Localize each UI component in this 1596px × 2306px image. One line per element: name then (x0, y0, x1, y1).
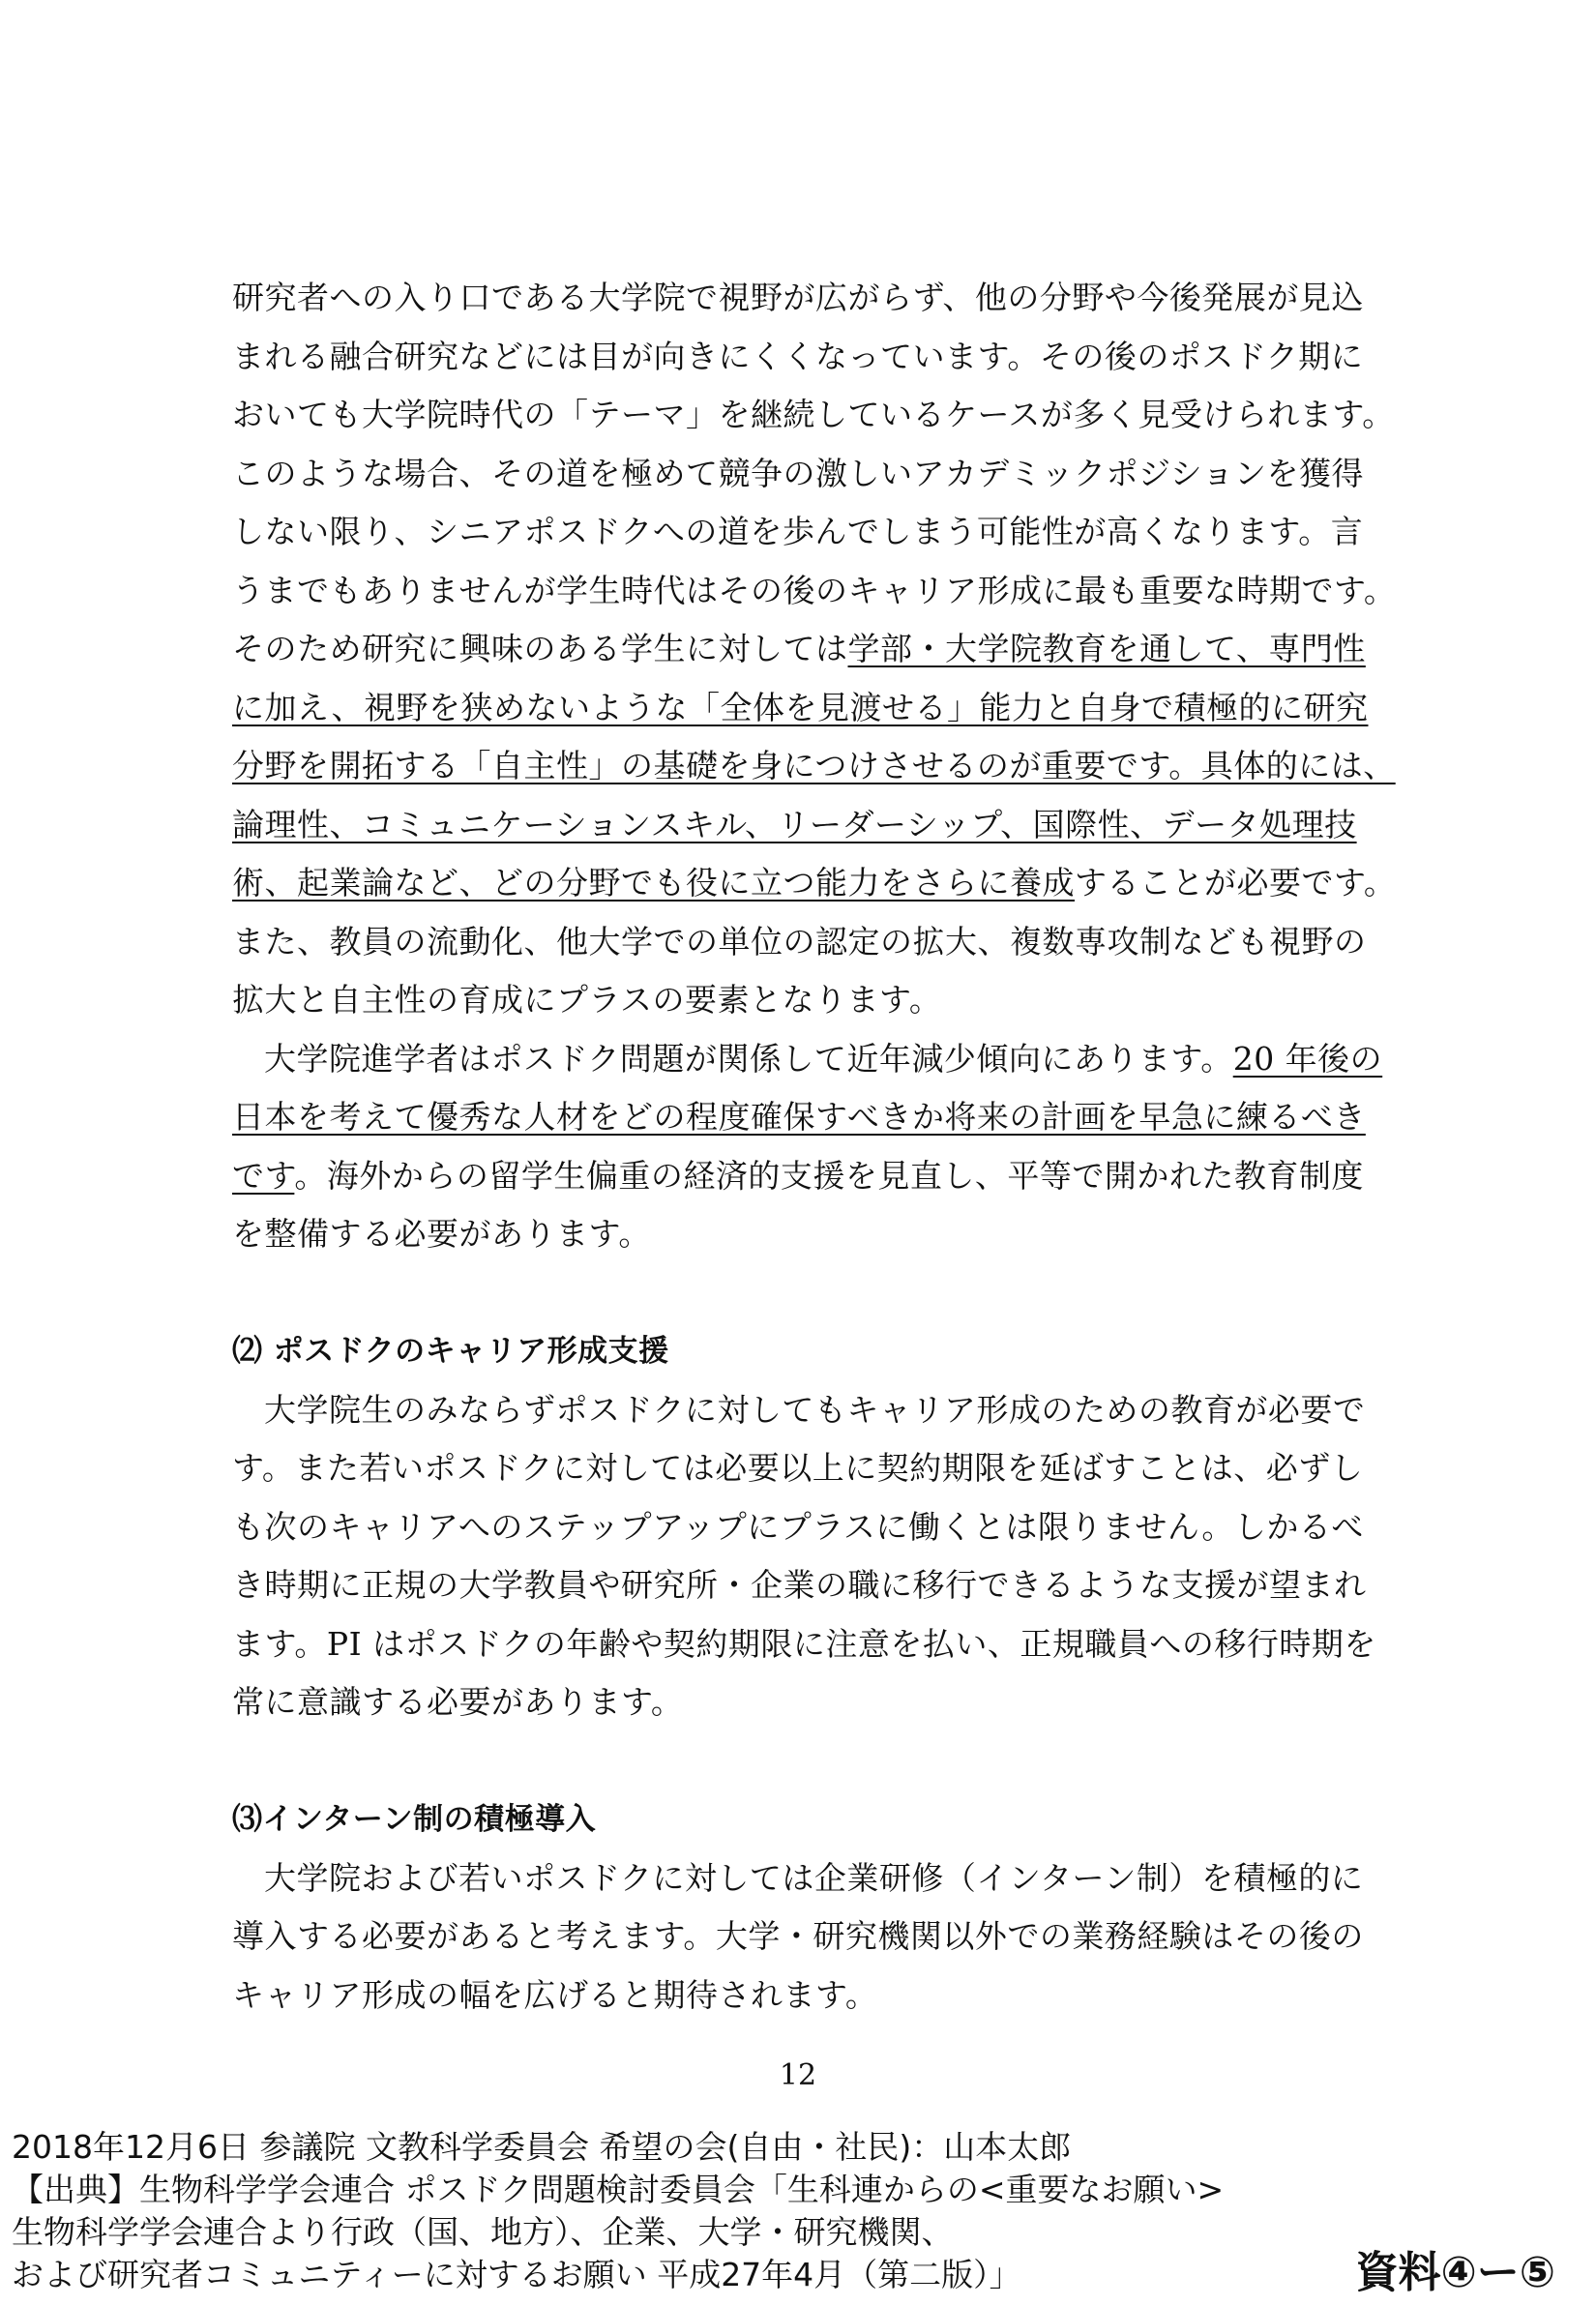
text-line: このような場合、その道を極めて競争の激しいアカデミックポジションを獲得 (232, 454, 1365, 492)
text-line: おいても大学院時代の「テーマ」を継続しているケースが多く見受けられます。 (232, 396, 1395, 433)
paragraph-1 (232, 269, 1397, 1030)
text-line: うまでもありませんが学生時代はその後のキャリア形成に最も重要な時期です。 (232, 571, 1397, 609)
source-line: 【出典】生物科学学会連合 ポスドク問題検討委員会「生科連からの<重要なお願い> (12, 2171, 1225, 2208)
text-line: す。また若いポスドクに対しては必要以上に契約期限を延ばすことは、必ずし (232, 1449, 1364, 1487)
underlined-text: です (232, 1156, 295, 1195)
text-line: 常に意識する必要があります。 (232, 1683, 684, 1721)
section-2 (232, 1322, 1374, 1732)
underlined-text: 論理性、コミュニケーションスキル、リーダーシップ、国際性、データ処理技 (232, 805, 1357, 843)
underlined-text: 20 年後の (1232, 1039, 1383, 1078)
text-line: 導入する必要があると考えます。大学・研究機関以外での業務経験はその後の (232, 1917, 1364, 1955)
source-citation (12, 2126, 1224, 2296)
section-3 (232, 1790, 1374, 2025)
source-line: 2018年12月6日 参議院 文教科学委員会 希望の会(自由・社民)：山本太郎 (12, 2128, 1072, 2166)
underlined-text: 分野を開拓する「自主性」の基礎を身につけさせるのが重要です。具体的には、 (232, 747, 1396, 784)
section-heading: ⑶インターン制の積極導入 (232, 1802, 597, 1837)
underlined-text: 術、起業論など、どの分野でも役に立つ能力をさらに養成 (232, 864, 1075, 902)
document-label: 資料④ー⑤ (1355, 2248, 1555, 2297)
paragraph-gap (232, 1264, 1374, 1323)
text-segment: 大学院進学者はポスドク問題が関係して近年減少傾向にあります。 (264, 1039, 1233, 1078)
text-line: また、教員の流動化、他大学での単位の認定の拡大、複数専攻制なども視野の (232, 922, 1367, 961)
page-number: 12 (779, 2058, 817, 2092)
text-line: ます。PI はポスドクの年齢や契約期限に注意を払い、正規職員への移行時期を (232, 1624, 1376, 1663)
text-line: 大学院および若いポスドクに対しては企業研修（インターン制）を積極的に (264, 1858, 1364, 1897)
text-line: き時期に正規の大学教員や研究所・企業の職に移行できるような支援が望まれ (232, 1566, 1367, 1604)
section-heading: ⑵ ポスドクのキャリア形成支援 (232, 1334, 669, 1369)
source-line: および研究者コミュニティーに対するお願い 平成27年4月（第二版）」 (12, 2256, 1021, 2293)
underlined-text: 学部・大学院教育を通して、専門性 (847, 630, 1366, 667)
body-text (232, 269, 1397, 2025)
text-line: まれる融合研究などには目が向きにくくなっています。その後のポスドク期に (232, 337, 1364, 375)
text-line: 研究者への入り口である大学院で視野が広がらず、他の分野や今後発展が見込 (232, 279, 1364, 316)
source-line: 生物科学学会連合より行政（国、地方）、企業、大学・研究機関、 (12, 2213, 954, 2251)
paragraph-2 (232, 1030, 1383, 1264)
text-line (232, 1088, 1374, 1147)
text-segment: そのため研究に興味のある学生に対しては (232, 630, 848, 667)
text-line (232, 1147, 1374, 1206)
text-line: も次のキャリアへのステップアップにプラスに働くとは限りません。しかるべ (232, 1507, 1364, 1546)
text-segment: することが必要です。 (1075, 864, 1397, 902)
text-line: を整備する必要があります。 (232, 1215, 651, 1253)
text-line (232, 1030, 1383, 1089)
paragraph-gap (232, 1732, 1374, 1791)
text-line (232, 796, 1374, 855)
underlined-text: に加え、視野を狭めないような「全体を見渡せる」能力と自身で積極的に研究 (232, 688, 1369, 726)
text-line: しない限り、シニアポスドクへの道を歩んでしまう可能性が高くなります。言 (232, 513, 1364, 550)
text-line (232, 737, 1396, 796)
text-line (232, 679, 1374, 738)
text-line: キャリア形成の幅を広げると期待されます。 (232, 1975, 878, 2014)
text-line (232, 854, 1397, 913)
text-segment: 。海外からの留学生偏重の経済的支援を見直し、平等で開かれた教育制度 (294, 1156, 1364, 1195)
text-line: 拡大と自主性の育成にプラスの要素となります。 (232, 981, 942, 1019)
underlined-text: 日本を考えて優秀な人材をどの程度確保すべきか将来の計画を早急に練るべき (232, 1098, 1366, 1136)
text-line: 大学院生のみならずポスドクに対してもキャリア形成のための教育が必要で (264, 1390, 1366, 1429)
text-line (232, 620, 1374, 679)
